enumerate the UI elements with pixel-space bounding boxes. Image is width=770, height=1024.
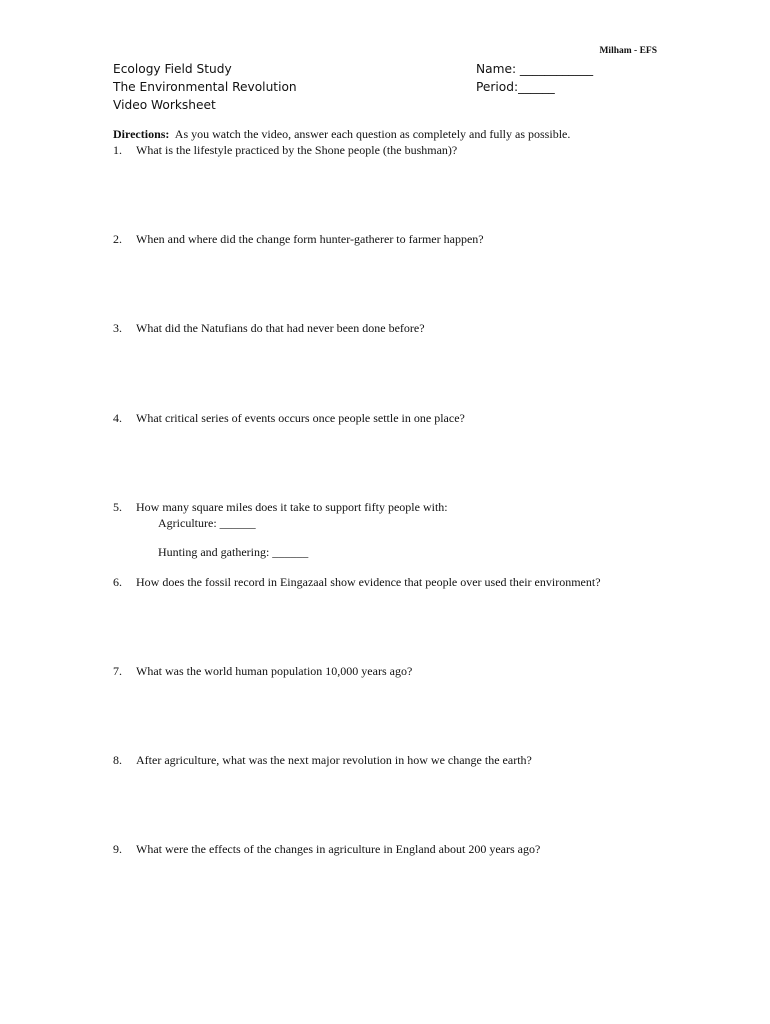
question-number: 2. [113,232,122,246]
question-number: 7. [113,664,122,678]
question-number: 6. [113,575,122,589]
directions [113,126,673,142]
question-number: 4. [113,411,122,425]
q5-hunting-blank: Hunting and gathering: ______ [158,545,309,559]
q5-agriculture-blank: Agriculture: ______ [158,516,256,530]
question-text: When and where did the change form hunter-gatherer to farmer happen? [136,232,484,246]
question-text: What was the world human population 10,000 years ago? [136,664,413,678]
name-field: Name: ____________ [476,62,594,76]
question-text: After agriculture, what was the next major revolution in how we change the earth? [136,753,532,767]
worksheet-title [113,60,297,114]
unit-title: The Environmental Revolution [113,80,297,94]
question-text: What did the Natufians do that had never been done before? [136,321,425,335]
course-title: Ecology Field Study [113,62,232,76]
author-tag: Milham - EFS [599,46,657,56]
directions-text: As you watch the video, answer each question as completely and fully as possible. [174,127,571,141]
worksheet-subtitle: Video Worksheet [113,98,216,112]
question-number: 5. [113,500,122,514]
question-number: 3. [113,321,122,335]
directions-label: Directions: [113,127,170,141]
question-text: What were the effects of the changes in agriculture in England about 200 years ago? [136,842,541,856]
question-number: 1. [113,143,122,157]
question-text: What critical series of events occurs once people settle in one place? [136,411,465,425]
student-info [476,60,593,96]
question-text: How many square miles does it take to support fifty people with: [136,500,448,514]
question-text: How does the fossil record in Eingazaal show evidence that people over used their environment? [136,575,601,589]
question-number: 9. [113,842,122,856]
question-number: 8. [113,753,122,767]
question-text: What is the lifestyle practiced by the Shone people (the bushman)? [136,143,458,157]
period-field: Period:______ [476,80,555,94]
